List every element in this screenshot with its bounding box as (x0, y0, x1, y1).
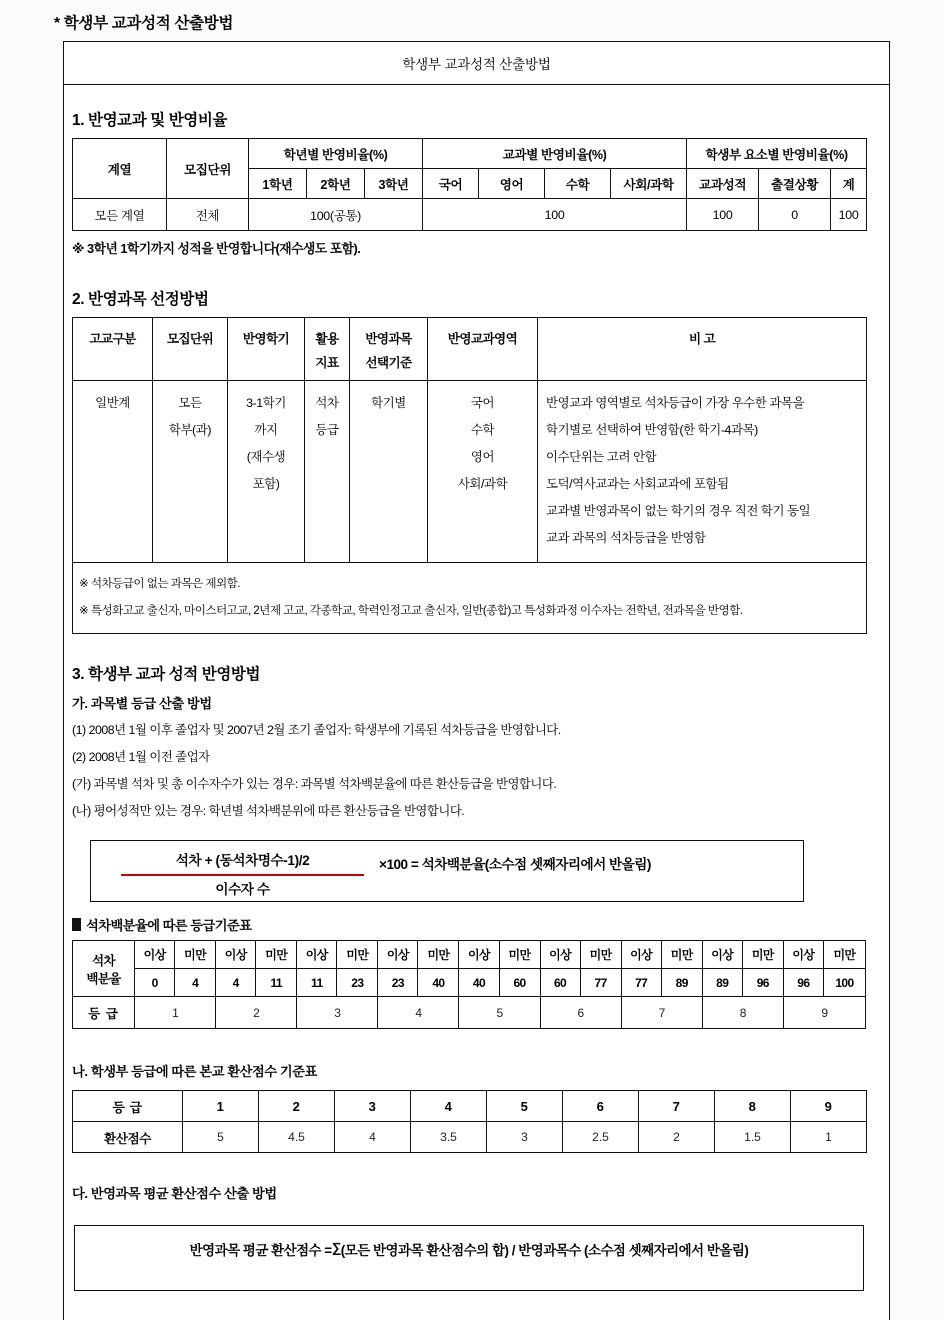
cell-remark-line: 교과별 반영과목이 없는 학기의 경우 직전 학기 동일 (546, 504, 811, 518)
cell-mojip (153, 381, 228, 563)
bound-miman: 89 (661, 969, 702, 997)
hdr-isang: 이상 (216, 941, 256, 969)
col-remark: 비 고 (538, 318, 867, 381)
document-frame (63, 41, 890, 1320)
cell-remark (538, 381, 867, 563)
percentile-fraction (121, 848, 364, 902)
grade-value: 6 (540, 997, 621, 1029)
hdr-miman: 미만 (175, 941, 216, 969)
section-3a-line-4: (나) 평어성적만 있는 경우: 학년별 석차백분위에 따른 환산등급을 반영합니다. (72, 804, 465, 818)
grade-header: 1 (183, 1091, 259, 1122)
bound-miman: 4 (175, 969, 216, 997)
grade-value: 7 (621, 997, 702, 1029)
fraction-denominator: 이수자 수 (215, 881, 270, 897)
hdr-isang: 이상 (783, 941, 823, 969)
col-mojip: 모집단위 (167, 139, 249, 199)
formula-prefix: 반영과목 평균 환산점수 = (189, 1243, 332, 1258)
percentile-label-line1: 석차 (92, 953, 115, 968)
cell-index-line: 석차 (315, 396, 339, 410)
section-3a-line-1: (1) 2008년 1월 이후 졸업자 및 2007년 2월 조기 졸업자: 학생부에 기록된 석차등급을 반영합니다. (72, 723, 561, 737)
cell-remark-line: 학기별로 선택하여 반영함(한 학기-4과목) (546, 423, 758, 437)
col-grade-1: 1학년 (249, 169, 307, 199)
col-criteria-line1: 반영과목 (365, 332, 412, 346)
grade-header: 9 (791, 1091, 867, 1122)
bound-isang: 77 (621, 969, 661, 997)
grade-header: 3 (335, 1091, 411, 1122)
cell-mojip-line: 모든 (178, 396, 202, 410)
bound-isang: 23 (378, 969, 418, 997)
grade-row-label: 등 급 (73, 997, 135, 1029)
bound-miman: 100 (823, 969, 865, 997)
cell-remark-line: 반영교과 영역별로 석차등급이 가장 우수한 과목을 (546, 396, 805, 410)
cell-mojip: 전체 (167, 199, 249, 231)
cell-semester-line: 까지 (254, 423, 278, 437)
percentile-table-title-text: 석차백분율에 따른 등급기준표 (86, 918, 252, 933)
table-row (73, 381, 867, 563)
score-value: 5 (183, 1122, 259, 1153)
sigma-icon: ∑ (331, 1240, 341, 1255)
bound-isang: 11 (297, 969, 337, 997)
square-bullet-icon (72, 918, 81, 931)
section-2-heading: 2. 반영과목 선정방법 (72, 291, 209, 308)
score-value: 1.5 (715, 1122, 791, 1153)
conversion-score-table (72, 1090, 867, 1153)
cell-area-line: 수학 (470, 423, 495, 437)
hdr-miman: 미만 (337, 941, 378, 969)
document-body (64, 85, 889, 1291)
bound-miman: 11 (256, 969, 297, 997)
col-area: 반영교과영역 (428, 318, 538, 381)
section-1-heading: 1. 반영교과 및 반영비율 (72, 112, 228, 129)
hdr-isang: 이상 (297, 941, 337, 969)
score-value: 2 (639, 1122, 715, 1153)
score-value: 4 (335, 1122, 411, 1153)
table-row (73, 318, 867, 381)
grade-header: 5 (487, 1091, 563, 1122)
hdr-isang: 이상 (459, 941, 499, 969)
score-value: 4.5 (259, 1122, 335, 1153)
grade-value: 4 (378, 997, 459, 1029)
hdr-isang: 이상 (540, 941, 580, 969)
grade-header: 7 (639, 1091, 715, 1122)
cell-area-line: 사회/과학 (457, 477, 508, 491)
fraction-numerator: 석차 + (동석차명수-1)/2 (175, 853, 310, 868)
section-2-footnotes (73, 563, 867, 634)
col-element-ratio-group: 학생부 요소별 반영비율(%) (687, 139, 867, 169)
col-grade-3: 3학년 (365, 169, 423, 199)
grade-value: 9 (783, 997, 865, 1029)
section-3b-heading: 나. 학생부 등급에 따른 본교 환산점수 기준표 (72, 1064, 317, 1079)
section-3-heading: 3. 학생부 교과 성적 반영방법 (72, 666, 261, 683)
hdr-miman: 미만 (499, 941, 540, 969)
cell-remark-line: 교과 과목의 석차등급을 반영함 (546, 531, 706, 545)
bound-isang: 96 (783, 969, 823, 997)
col-criteria-line2: 선택기준 (365, 356, 412, 370)
col-total: 계 (831, 169, 867, 199)
cell-area-line: 영어 (470, 450, 495, 464)
col-grade-2: 2학년 (307, 169, 365, 199)
col-gyeyeol: 계열 (73, 139, 167, 199)
cell-index-line: 등급 (315, 423, 339, 437)
section-3a-line-2: (2) 2008년 1월 이전 졸업자 (72, 750, 210, 764)
hdr-isang: 이상 (702, 941, 742, 969)
grade-header: 8 (715, 1091, 791, 1122)
cell-school-type: 일반계 (73, 381, 153, 563)
cell-semester-line: 3-1학기 (246, 396, 286, 410)
score-row-label: 환산점수 (73, 1122, 183, 1153)
grade-value: 5 (459, 997, 540, 1029)
col-korean: 국어 (423, 169, 479, 199)
hdr-isang: 이상 (135, 941, 175, 969)
bound-miman: 77 (580, 969, 621, 997)
col-grade-ratio-group: 학년별 반영비율(%) (249, 139, 423, 169)
col-attendance: 출결상황 (759, 169, 831, 199)
document-title-band (64, 41, 889, 85)
col-social-science: 사회/과학 (611, 169, 687, 199)
table-row (73, 139, 867, 169)
cell-semester-line: (재수생 (246, 450, 286, 464)
table-row (73, 941, 866, 969)
hdr-miman: 미만 (256, 941, 297, 969)
hdr-miman: 미만 (580, 941, 621, 969)
col-english: 영어 (479, 169, 545, 199)
percentile-table-title (72, 915, 881, 934)
average-score-formula-box (74, 1225, 864, 1291)
section-3c-heading: 다. 반영과목 평균 환산점수 산출 방법 (72, 1186, 277, 1201)
cell-semester-line: 포함) (252, 477, 280, 491)
hdr-isang: 이상 (621, 941, 661, 969)
cell-area-line: 국어 (470, 396, 495, 410)
cell-area (428, 381, 538, 563)
grade-header: 6 (563, 1091, 639, 1122)
cell-attendance: 0 (759, 199, 831, 231)
col-semester: 반영학기 (228, 318, 305, 381)
bound-miman: 96 (742, 969, 783, 997)
percentile-label-line2: 백분율 (86, 971, 121, 986)
table-row (73, 199, 867, 231)
bound-isang: 4 (216, 969, 256, 997)
bound-isang: 40 (459, 969, 499, 997)
table-row (73, 969, 866, 997)
reflection-ratio-table (72, 138, 867, 231)
formula-remainder: ×100 = 석차백분율(소수점 셋째자리에서 반올림) (379, 857, 651, 872)
cell-remark-line: 이수단위는 고려 안함 (546, 450, 657, 464)
document-title: 학생부 교과성적 산출방법 (402, 57, 551, 72)
grade-value: 8 (702, 997, 783, 1029)
col-criteria (350, 318, 428, 381)
hdr-miman: 미만 (661, 941, 702, 969)
table-row (73, 997, 866, 1029)
hdr-isang: 이상 (378, 941, 418, 969)
col-subject-ratio-group: 교과별 반영비율(%) (423, 139, 687, 169)
subject-selection-table (72, 317, 867, 634)
footnote-line: ※ 석차등급이 없는 과목은 제외함. (79, 577, 240, 590)
hdr-miman: 미만 (742, 941, 783, 969)
score-value: 2.5 (563, 1122, 639, 1153)
col-index (305, 318, 350, 381)
grade-header: 2 (259, 1091, 335, 1122)
score-value: 3 (487, 1122, 563, 1153)
percentile-grade-table (72, 940, 866, 1029)
footnote-line: ※ 특성화고교 출신자, 마이스터고교, 2년제 고교, 각종학교, 학력인정고교 출신자, 일반(종합)고 특성화과정 이수자는 전학년, 전과목을 반영함. (79, 604, 743, 617)
section-3a-heading: 가. 과목별 등급 산출 방법 (72, 696, 212, 711)
cell-grade-ratio: 100(공통) (249, 199, 423, 231)
cell-mojip-line: 학부(과) (168, 423, 212, 437)
score-value: 1 (791, 1122, 867, 1153)
bound-isang: 0 (135, 969, 175, 997)
bound-miman: 60 (499, 969, 540, 997)
col-math: 수학 (545, 169, 611, 199)
col-mojip: 모집단위 (153, 318, 228, 381)
score-value: 3.5 (411, 1122, 487, 1153)
bound-miman: 23 (337, 969, 378, 997)
col-subject-score: 교과성적 (687, 169, 759, 199)
cell-semester (228, 381, 305, 563)
grade-value: 3 (297, 997, 378, 1029)
grade-value: 1 (135, 997, 216, 1029)
grade-value: 2 (216, 997, 297, 1029)
cell-gyeyeol: 모든 계열 (73, 199, 167, 231)
bound-isang: 89 (702, 969, 742, 997)
hdr-miman: 미만 (823, 941, 865, 969)
percentile-row-label (73, 941, 135, 997)
cell-remark-line: 도덕/역사교과는 사회교과에 포함됨 (546, 477, 729, 491)
grade-header-label: 등 급 (73, 1091, 183, 1122)
fraction-bar (121, 874, 364, 876)
percentile-formula-box (90, 840, 804, 902)
bound-isang: 60 (540, 969, 580, 997)
section-1-note: ※ 3학년 1학기까지 성적을 반영합니다(재수생도 포함). (72, 241, 361, 256)
cell-index (305, 381, 350, 563)
cell-criteria: 학기별 (350, 381, 428, 563)
cell-subject-score: 100 (687, 199, 759, 231)
col-index-line2: 지표 (315, 356, 339, 370)
table-row (73, 1122, 867, 1153)
bound-miman: 40 (418, 969, 459, 997)
formula-suffix: (모든 반영과목 환산점수의 합) / 반영과목수 (소수점 셋째자리에서 반올림) (340, 1243, 749, 1258)
hdr-miman: 미만 (418, 941, 459, 969)
grade-header: 4 (411, 1091, 487, 1122)
col-school-type: 고교구분 (73, 318, 153, 381)
cell-subject-ratio: 100 (423, 199, 687, 231)
section-3a-line-3: (가) 과목별 석차 및 총 이수자수가 있는 경우: 과목별 석차백분율에 따른 환산등급을 반영합니다. (72, 777, 557, 791)
table-row (73, 563, 867, 634)
cell-total: 100 (831, 199, 867, 231)
col-index-line1: 활용 (315, 332, 339, 346)
page-title: * 학생부 교과성적 산출방법 (54, 15, 234, 32)
table-row (73, 1091, 867, 1122)
